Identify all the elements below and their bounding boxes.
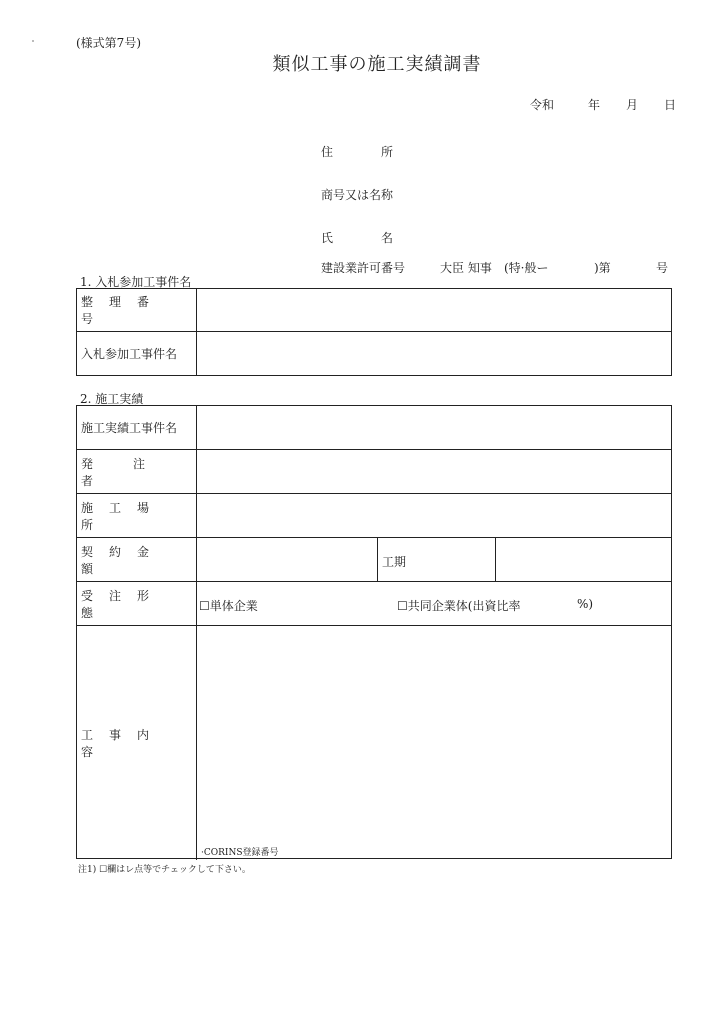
row-label: [77, 406, 197, 449]
license-number-prefix: )第: [594, 261, 611, 275]
work-content-field[interactable]: [197, 626, 671, 860]
row-label: [77, 494, 197, 537]
row-label: [77, 332, 197, 375]
footnote: 注1) ☐欄はレ点等でチェックして下さい。: [78, 865, 251, 875]
contract-amount-label: 契約金額: [81, 544, 166, 576]
reference-number-label: 整理番号: [81, 295, 166, 326]
order-form-label: 受注形態: [81, 588, 166, 620]
table-row: [77, 494, 671, 538]
table-row: [77, 332, 671, 375]
project-name-field[interactable]: [197, 406, 671, 449]
period-field[interactable]: [495, 538, 671, 581]
reference-number-field[interactable]: [197, 289, 671, 331]
table-row: [77, 538, 671, 582]
single-company-checkbox[interactable]: ☐単体企業: [199, 599, 258, 613]
corins-number-label: ·CORINS登録番号: [201, 848, 279, 858]
table-row: [77, 450, 671, 494]
project-name-label: 施工実績工事件名: [81, 421, 178, 435]
orderer-field[interactable]: [197, 450, 671, 493]
date-year: 年: [588, 98, 601, 112]
document-title: 類似工事の施工実績調書: [272, 54, 482, 75]
row-label: [77, 450, 197, 493]
investment-ratio-percent: %): [577, 597, 594, 611]
contract-amount-field[interactable]: [197, 538, 671, 581]
location-field[interactable]: [197, 494, 671, 537]
section1-table: [76, 288, 672, 376]
work-content-label: 工事内容: [81, 728, 166, 759]
table-row: [77, 406, 671, 450]
table-row: [77, 289, 671, 332]
joint-venture-checkbox[interactable]: ☐共同企業体(出資比率: [397, 599, 521, 613]
date-day: 日: [664, 98, 677, 112]
period-label-cell: [377, 538, 496, 581]
license-type: 大臣 知事: [440, 261, 492, 275]
order-form-field: [197, 582, 671, 625]
form-number: (様式第7号): [76, 36, 141, 50]
row-label: [77, 582, 197, 625]
location-label: 施工場所: [81, 500, 166, 532]
address-label: 住所: [321, 145, 442, 159]
period-label-start: 工期: [382, 555, 407, 569]
license-class: (特·般ー: [504, 261, 549, 275]
date-era: 令和: [530, 98, 555, 112]
section2-heading: 2. 施工実績: [80, 392, 144, 406]
row-label: [77, 626, 197, 860]
bid-project-name-label: 入札参加工事件名: [81, 347, 178, 361]
trade-name-label: 商号又は名称: [321, 188, 394, 202]
license-number-label: 建設業許可番号: [321, 261, 406, 275]
date-month: 月: [626, 98, 639, 112]
row-label: [77, 538, 197, 581]
section2-table: [76, 405, 672, 859]
orderer-label: 発注者: [81, 456, 186, 488]
table-row: [77, 626, 671, 860]
name-label: 氏名: [321, 231, 442, 245]
scan-speck: [32, 40, 34, 42]
table-row: [77, 582, 671, 626]
row-label: [77, 289, 197, 331]
bid-project-name-field[interactable]: [197, 332, 671, 375]
section1-heading: 1. 入札参加工事件名: [80, 275, 192, 289]
license-number-suffix: 号: [656, 261, 669, 275]
